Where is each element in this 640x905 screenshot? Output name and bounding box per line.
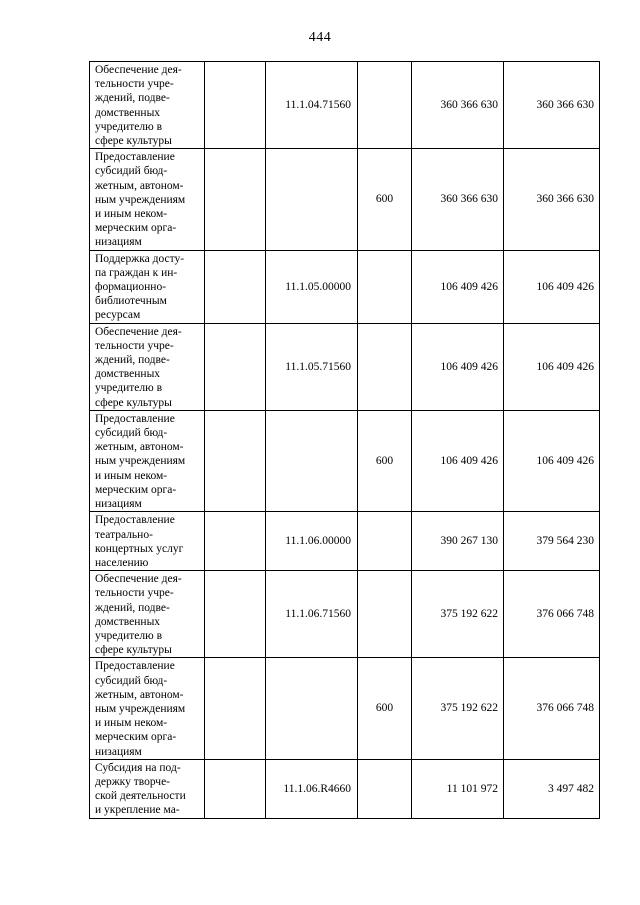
amount-year1-cell: 375 192 622 — [412, 658, 504, 759]
item-name-line: сфере культуры — [95, 644, 172, 657]
item-name-cell — [90, 62, 205, 149]
table-row — [90, 410, 600, 511]
budget-table-body — [90, 62, 600, 819]
item-name-line: жетным, автоном- — [95, 441, 184, 454]
item-name-line: жетным, автоном- — [95, 179, 184, 192]
item-name-line: ждений, подве- — [95, 354, 170, 367]
budget-table — [89, 61, 600, 819]
item-name-line: формационно- — [95, 281, 167, 294]
table-row — [90, 512, 600, 571]
item-name-line: театрально- — [95, 528, 153, 541]
table-row — [90, 759, 600, 818]
item-name-line: библиотечным — [95, 295, 167, 308]
table-row — [90, 571, 600, 658]
item-name-line: Предоставление — [95, 514, 175, 527]
item-name-cell — [90, 571, 205, 658]
expense-type-cell — [358, 250, 412, 323]
item-name-line: Субсидия на под- — [95, 761, 181, 774]
target-code-cell — [266, 658, 358, 759]
amount-year2-cell: 106 409 426 — [504, 323, 600, 410]
amount-year1-cell: 360 366 630 — [412, 62, 504, 149]
target-code-cell: 11.1.06.R4660 — [266, 759, 358, 818]
item-name-line: ждений, подве- — [95, 92, 170, 105]
amount-year1-cell: 11 101 972 — [412, 759, 504, 818]
amount-year2-cell: 360 366 630 — [504, 149, 600, 250]
amount-year1-cell: 106 409 426 — [412, 323, 504, 410]
item-name-line: учредителю в — [95, 120, 163, 133]
amount-year1-cell: 106 409 426 — [412, 250, 504, 323]
empty-cell — [205, 658, 266, 759]
item-name-line: мерческим орга- — [95, 731, 177, 744]
target-code-cell — [266, 149, 358, 250]
item-name-line: домственных — [95, 368, 161, 381]
item-name-line: Поддержка досту- — [95, 252, 185, 265]
item-name-cell — [90, 759, 205, 818]
empty-cell — [205, 149, 266, 250]
item-name-line: и иным неком- — [95, 208, 168, 221]
item-name-line: мерческим орга- — [95, 483, 177, 496]
amount-year1-cell: 106 409 426 — [412, 410, 504, 511]
item-name-line: ным учреждениям — [95, 702, 186, 715]
item-name-line: тельности учре- — [95, 339, 174, 352]
item-name-line: тельности учре- — [95, 78, 174, 91]
table-row — [90, 62, 600, 149]
item-name-line: учредителю в — [95, 382, 163, 395]
item-name-line: домственных — [95, 106, 161, 119]
item-name-cell — [90, 323, 205, 410]
item-name-line: низациям — [95, 498, 142, 511]
item-name-line: низациям — [95, 745, 142, 758]
item-name-line: тельности учре- — [95, 587, 174, 600]
item-name-line: Обеспечение дея- — [95, 573, 182, 586]
item-name-line: Обеспечение дея- — [95, 64, 182, 76]
item-name-line: па граждан к ин- — [95, 266, 178, 279]
item-name-line: концертных услуг — [95, 542, 184, 555]
item-name-line: домственных — [95, 615, 161, 628]
target-code-cell: 11.1.05.00000 — [266, 250, 358, 323]
expense-type-cell: 600 — [358, 658, 412, 759]
item-name-cell — [90, 658, 205, 759]
item-name-line: ской деятельности — [95, 790, 186, 803]
expense-type-cell — [358, 512, 412, 571]
amount-year2-cell: 376 066 748 — [504, 658, 600, 759]
empty-cell — [205, 323, 266, 410]
empty-cell — [205, 62, 266, 149]
item-name-cell — [90, 512, 205, 571]
expense-type-cell — [358, 759, 412, 818]
amount-year1-cell: 360 366 630 — [412, 149, 504, 250]
item-name-line: субсидий бюд- — [95, 674, 168, 687]
expense-type-cell — [358, 62, 412, 149]
amount-year2-cell: 360 366 630 — [504, 62, 600, 149]
expense-type-cell: 600 — [358, 410, 412, 511]
item-name-line: субсидий бюд- — [95, 427, 168, 440]
amount-year1-cell: 390 267 130 — [412, 512, 504, 571]
table-row — [90, 323, 600, 410]
target-code-cell: 11.1.04.71560 — [266, 62, 358, 149]
amount-year1-cell: 375 192 622 — [412, 571, 504, 658]
item-name-line: учредителю в — [95, 629, 163, 642]
item-name-line: ным учреждениям — [95, 455, 186, 468]
table-row — [90, 658, 600, 759]
item-name-cell — [90, 149, 205, 250]
item-name-line: Предоставление — [95, 412, 175, 425]
item-name-line: ным учреждениям — [95, 193, 186, 206]
amount-year2-cell: 3 497 482 — [504, 759, 600, 818]
item-name-line: и иным неком- — [95, 717, 168, 730]
empty-cell — [205, 571, 266, 658]
amount-year2-cell: 376 066 748 — [504, 571, 600, 658]
item-name-line: Обеспечение дея- — [95, 325, 182, 338]
item-name-line: ресурсам — [95, 309, 141, 322]
target-code-cell: 11.1.06.00000 — [266, 512, 358, 571]
item-name-line: и иным неком- — [95, 469, 168, 482]
target-code-cell: 11.1.06.71560 — [266, 571, 358, 658]
expense-type-cell — [358, 571, 412, 658]
item-name-line: сфере культуры — [95, 135, 172, 148]
item-name-line: сфере культуры — [95, 396, 172, 409]
page-number: 444 — [308, 30, 332, 45]
target-code-cell: 11.1.05.71560 — [266, 323, 358, 410]
target-code-cell — [266, 410, 358, 511]
amount-year2-cell: 106 409 426 — [504, 410, 600, 511]
item-name-line: низациям — [95, 236, 142, 249]
item-name-cell — [90, 250, 205, 323]
amount-year2-cell: 106 409 426 — [504, 250, 600, 323]
item-name-line: субсидий бюд- — [95, 165, 168, 178]
expense-type-cell: 600 — [358, 149, 412, 250]
item-name-line: населению — [95, 556, 149, 569]
item-name-line: и укрепление ма- — [95, 804, 180, 817]
empty-cell — [205, 410, 266, 511]
empty-cell — [205, 250, 266, 323]
item-name-cell — [90, 410, 205, 511]
item-name-line: мерческим орга- — [95, 222, 177, 235]
item-name-line: Предоставление — [95, 660, 175, 673]
empty-cell — [205, 759, 266, 818]
item-name-line: жетным, автоном- — [95, 688, 184, 701]
item-name-line: Предоставление — [95, 151, 175, 164]
table-row — [90, 149, 600, 250]
amount-year2-cell: 379 564 230 — [504, 512, 600, 571]
item-name-line: держку творче- — [95, 775, 171, 788]
empty-cell — [205, 512, 266, 571]
item-name-line: ждений, подве- — [95, 601, 170, 614]
expense-type-cell — [358, 323, 412, 410]
table-row — [90, 250, 600, 323]
